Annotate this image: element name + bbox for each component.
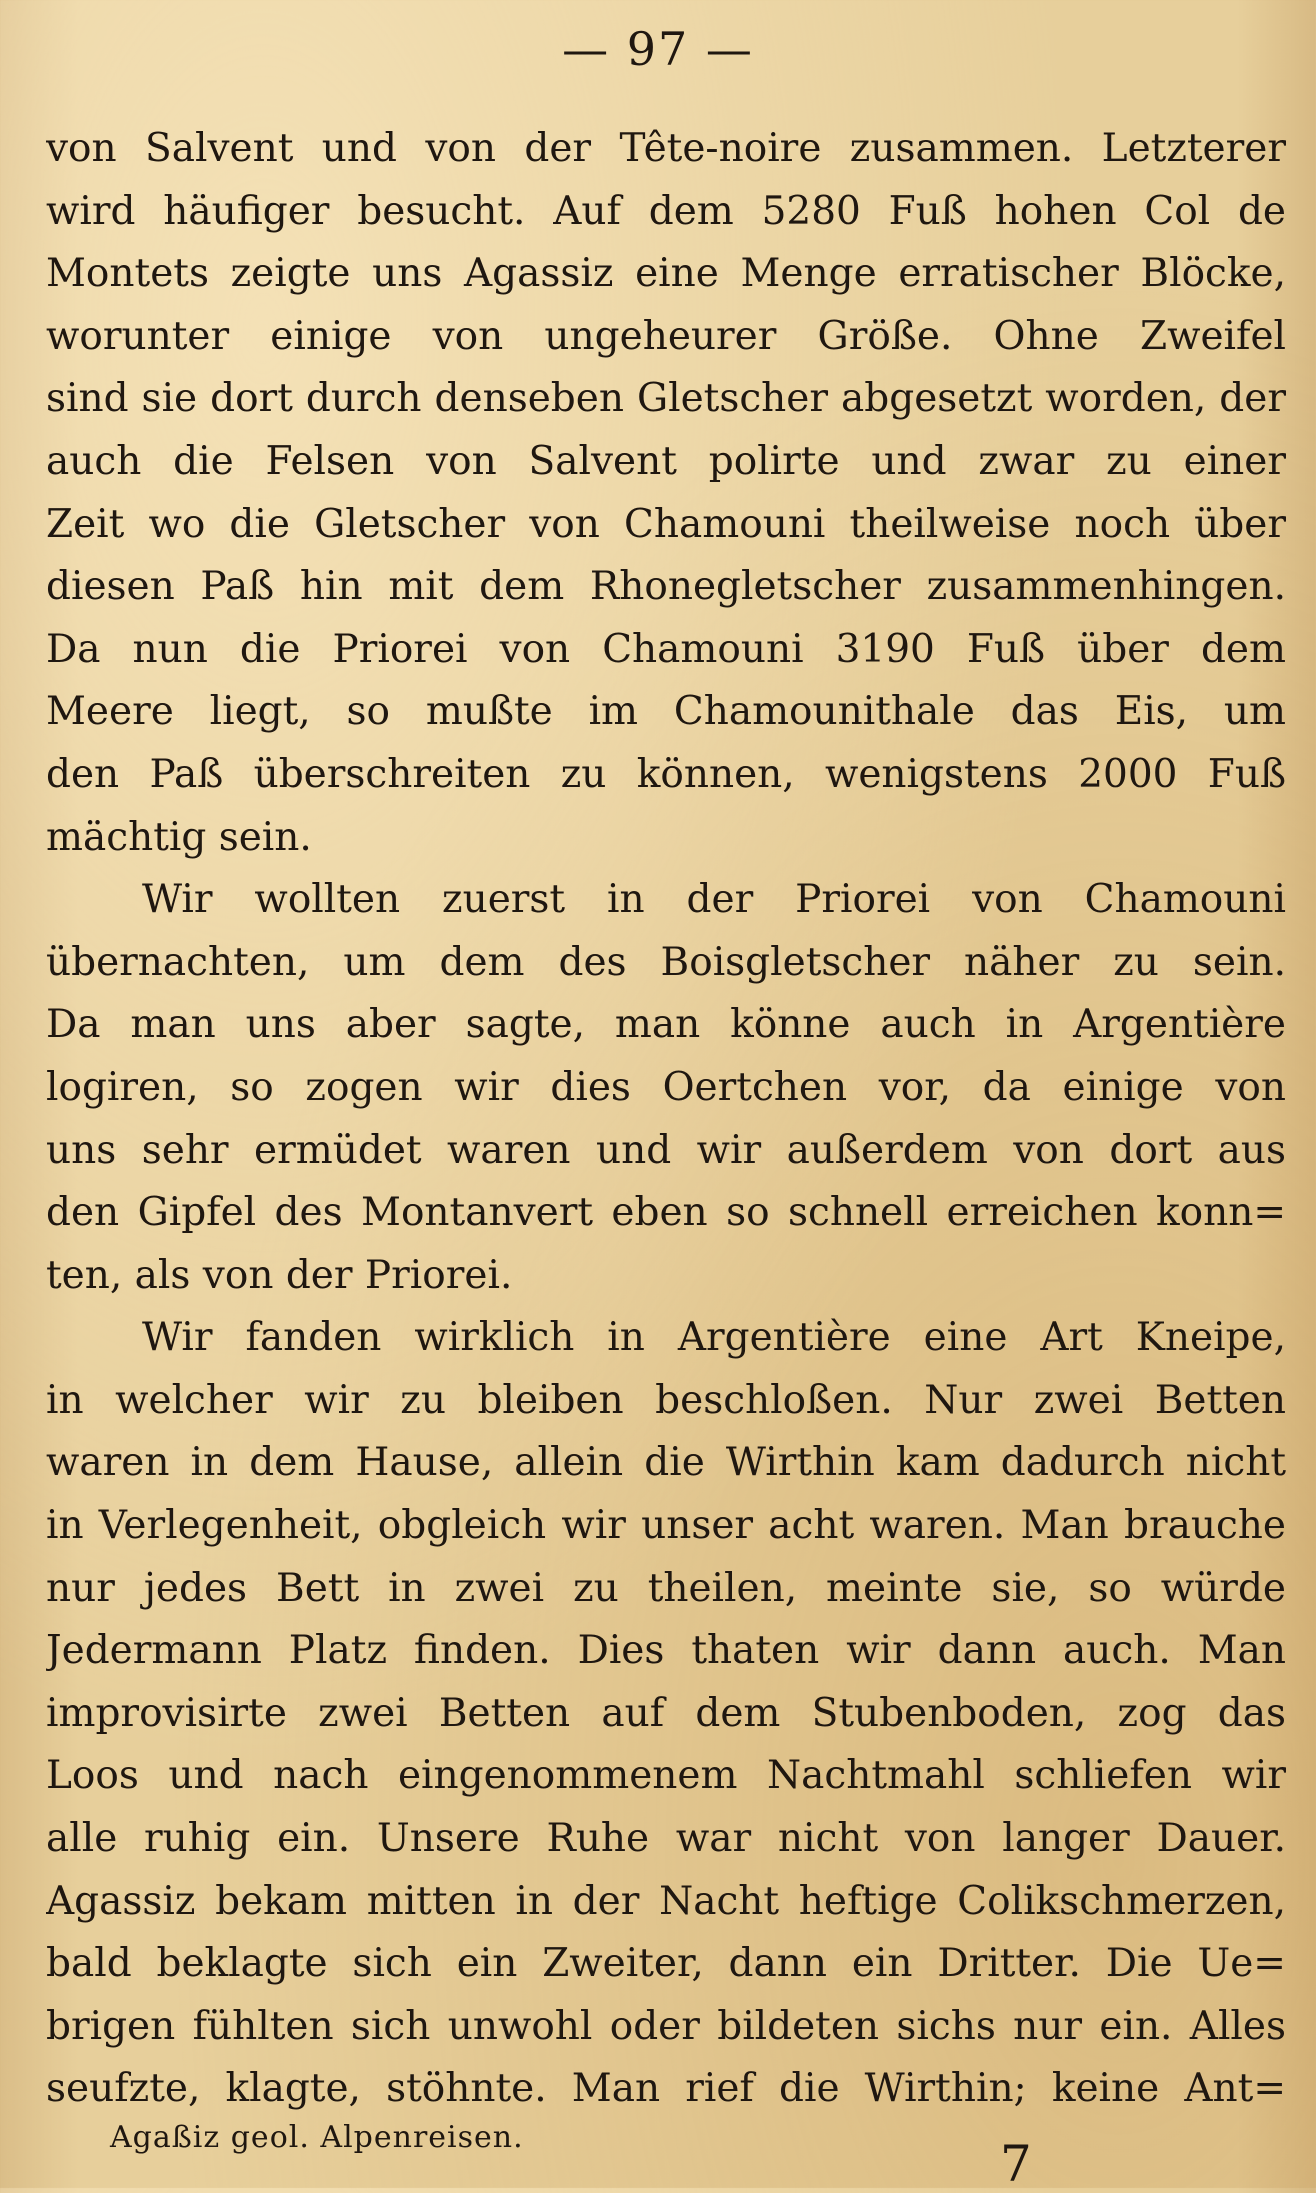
text-line: Meere liegt, so mußte im Chamounithale das Eis, um [46, 689, 1286, 735]
text-line: uns sehr ermüdet waren und wir außerdem von dort aus [46, 1127, 1286, 1173]
text-line: seufzte, klagte, stöhnte. Man rief die Wirthin; keine Ant= [46, 2066, 1286, 2112]
text-line: improvisirte zwei Betten auf dem Stubenboden, zog das [46, 1690, 1286, 1736]
text-line: nur jedes Bett in zwei zu theilen, meinte sie, so würde [46, 1565, 1286, 1611]
text-line: diesen Paß hin mit dem Rhonegletscher zusammenhingen. [46, 564, 1286, 610]
page-number: — 97 — [562, 22, 754, 76]
text-line: Jedermann Platz finden. Dies thaten wir dann auch. Man [46, 1628, 1286, 1674]
text-line: den Paß überschreiten zu können, wenigstens 2000 Fuß [46, 751, 1286, 797]
text-line: alle ruhig ein. Unsere Ruhe war nicht von langer Dauer. [46, 1816, 1286, 1862]
text-line: waren in dem Hause, allein die Wirthin kam dadurch nicht [46, 1440, 1286, 1486]
text-line: den Gipfel des Montanvert eben so schnell erreichen konn= [46, 1190, 1286, 1236]
text-line: worunter einige von ungeheurer Größe. Ohne Zweifel [46, 313, 1286, 359]
running-footer: Agaßiz geol. Alpenreisen. [110, 2120, 524, 2155]
text-line: von Salvent und von der Tête-noire zusammen. Letzterer [46, 126, 1286, 171]
text-line: auch die Felsen von Salvent polirte und zwar zu einer [46, 438, 1286, 484]
text-line: bald beklagte sich ein Zweiter, dann ein Dritter. Die Ue= [46, 1941, 1286, 1987]
text-line: Loos und nach eingenommenem Nachtmahl schliefen wir [46, 1753, 1286, 1799]
text-line: mächtig sein. [46, 814, 312, 860]
text-line: sind sie dort durch denseben Gletscher abgesetzt worden, der [46, 376, 1286, 422]
text-line: Da man uns aber sagte, man könne auch in Argentière [46, 1002, 1286, 1048]
text-line: in welcher wir zu bleiben beschloßen. Nur zwei Betten [46, 1377, 1286, 1423]
text-line: Agassiz bekam mitten in der Nacht heftige Colikschmerzen, [46, 1878, 1286, 1924]
text-line: brigen fühlten sich unwohl oder bildeten sichs nur ein. Alles [46, 2003, 1286, 2049]
text-line: Montets zeigte uns Agassiz eine Menge erratischer Blöcke, [46, 251, 1286, 297]
body-text [46, 118, 1286, 2121]
signature-mark: 7 [1000, 2135, 1032, 2193]
text-line: übernachten, um dem des Boisgletscher näher zu sein. [46, 939, 1286, 985]
text-line: in Verlegenheit, obgleich wir unser acht waren. Man brauche [46, 1503, 1286, 1549]
text-line: wird häufiger besucht. Auf dem 5280 Fuß hohen Col de [46, 188, 1286, 234]
text-line: Wir fanden wirklich in Argentière eine Art Kneipe, [142, 1315, 1286, 1361]
text-line: Zeit wo die Gletscher von Chamouni theilweise noch über [46, 501, 1286, 547]
text-line: Wir wollten zuerst in der Priorei von Chamouni [142, 877, 1286, 923]
text-line: logiren, so zogen wir dies Oertchen vor, da einige von [46, 1064, 1286, 1110]
text-line: Da nun die Priorei von Chamouni 3190 Fuß über dem [46, 626, 1286, 672]
text-line: ten, als von der Priorei. [46, 1252, 513, 1298]
